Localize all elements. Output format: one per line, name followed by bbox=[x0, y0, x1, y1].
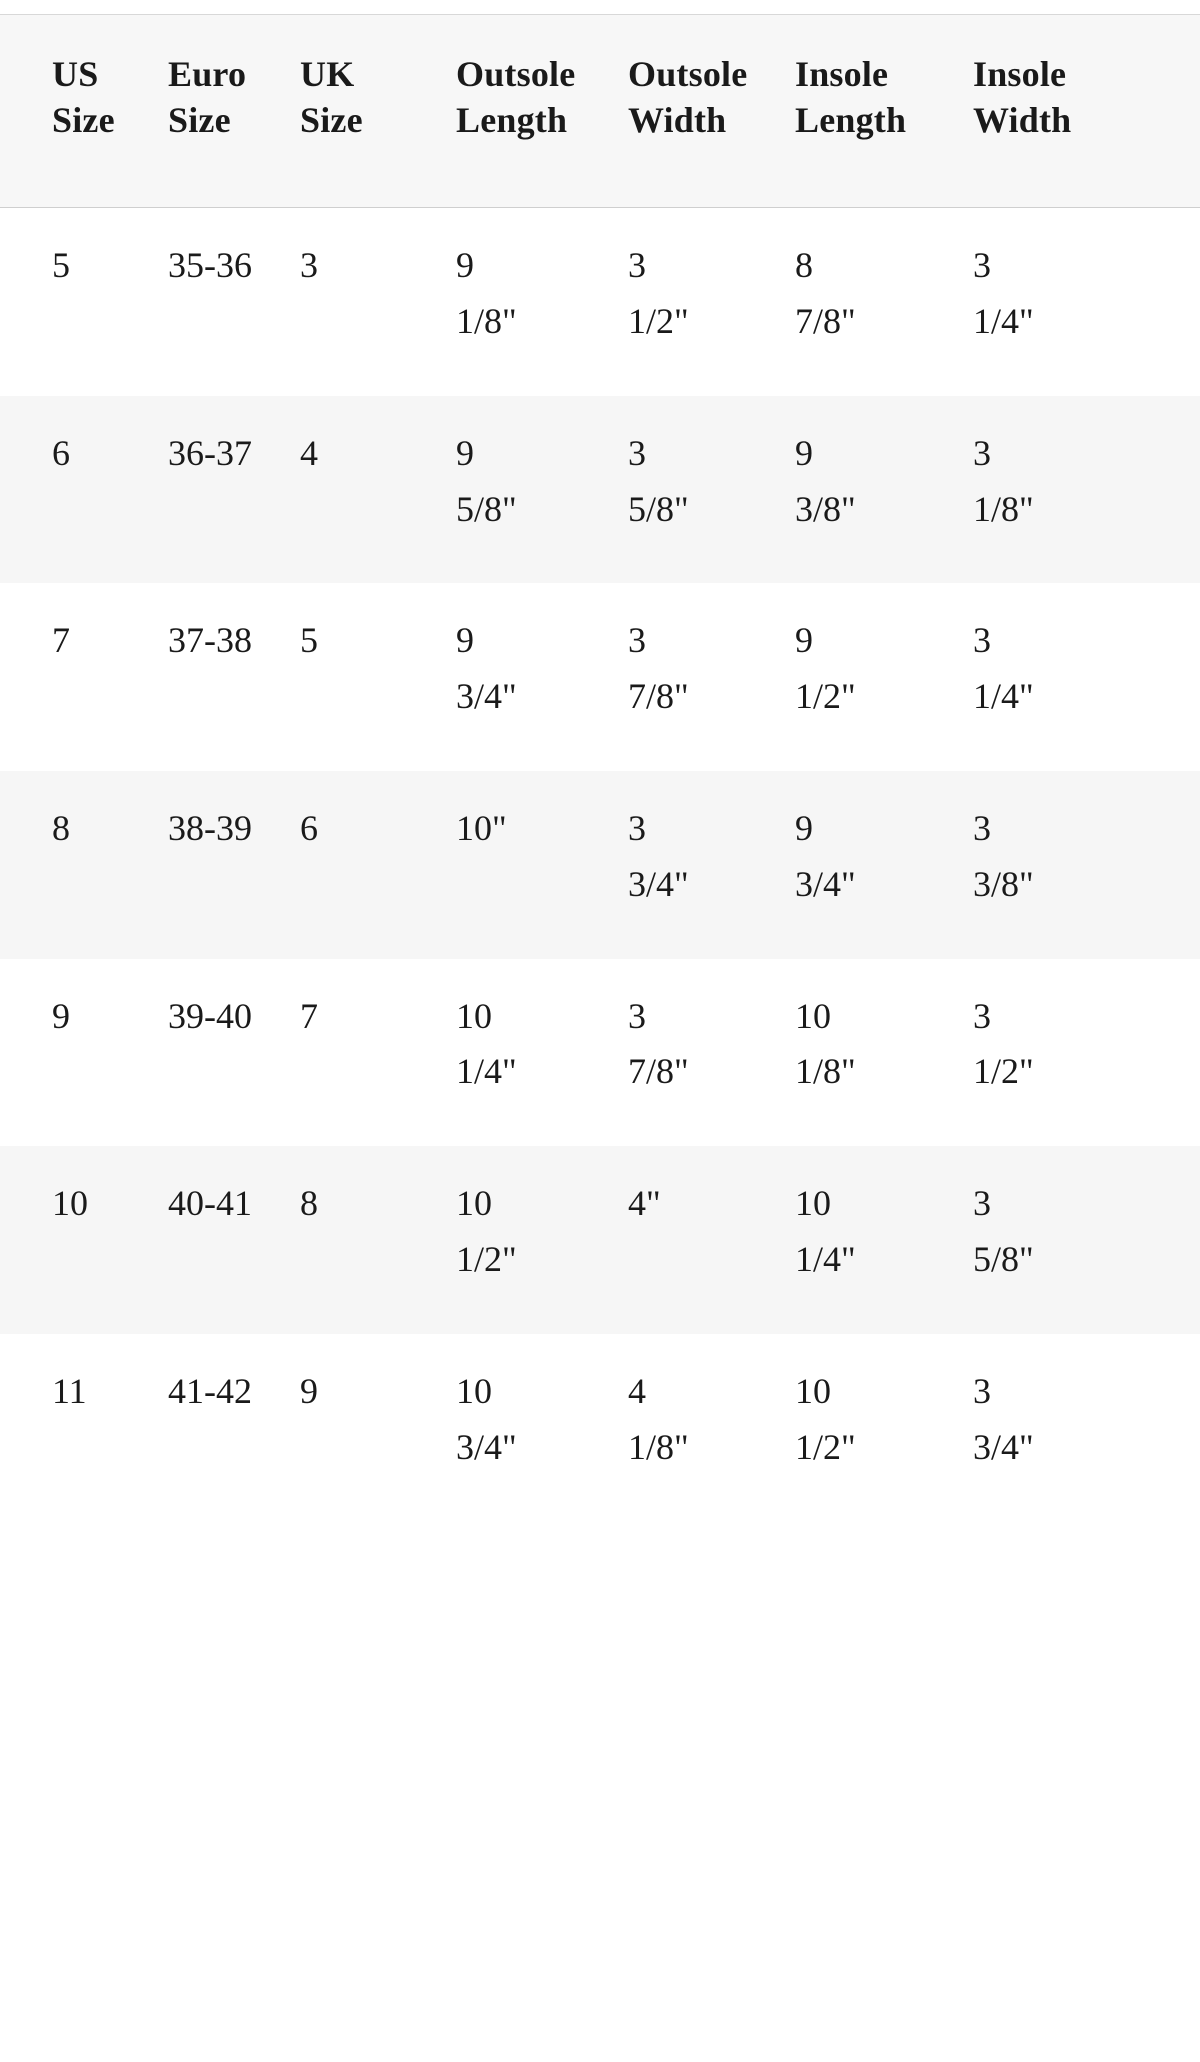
column-header-insole-width bbox=[973, 15, 1200, 208]
cell-text: 9 bbox=[52, 995, 70, 1036]
cell-uk-size bbox=[300, 1146, 456, 1334]
table-header bbox=[0, 15, 1200, 208]
cell-outsole-width bbox=[628, 959, 795, 1147]
cell-text: 3 1/2" bbox=[628, 245, 689, 341]
cell-text: 9 bbox=[300, 1370, 318, 1411]
column-header-insole-length bbox=[795, 15, 973, 208]
cell-insole-width bbox=[973, 1146, 1200, 1334]
cell-text: 9 3/4" bbox=[456, 620, 517, 717]
cell-outsole-length bbox=[456, 208, 628, 396]
cell-text: 7 bbox=[52, 620, 70, 661]
cell-euro-size bbox=[168, 1146, 300, 1334]
cell-text: 6 bbox=[52, 432, 70, 473]
cell-euro-size bbox=[168, 959, 300, 1147]
cell-text: 7 bbox=[300, 995, 318, 1036]
cell-outsole-width bbox=[628, 1334, 795, 1522]
cell-text: 3 7/8" bbox=[628, 620, 689, 717]
table-header-row bbox=[0, 15, 1200, 208]
shoe-size-chart-table bbox=[0, 15, 1200, 1521]
cell-outsole-width bbox=[628, 1146, 795, 1334]
cell-insole-length bbox=[795, 1146, 973, 1334]
table-row bbox=[0, 771, 1200, 959]
cell-outsole-length bbox=[456, 583, 628, 771]
cell-uk-size bbox=[300, 959, 456, 1147]
cell-insole-length bbox=[795, 396, 973, 584]
table-row bbox=[0, 208, 1200, 396]
table-row bbox=[0, 1334, 1200, 1522]
cell-uk-size bbox=[300, 208, 456, 396]
cell-euro-size bbox=[168, 583, 300, 771]
cell-text: 9 5/8" bbox=[456, 432, 517, 529]
cell-outsole-width bbox=[628, 396, 795, 584]
cell-us-size bbox=[0, 771, 168, 959]
cell-outsole-width bbox=[628, 583, 795, 771]
cell-us-size bbox=[0, 1334, 168, 1522]
cell-text: 11 bbox=[52, 1370, 87, 1411]
column-header-outsole-width bbox=[628, 15, 795, 208]
cell-text: 40-41 bbox=[168, 1183, 252, 1224]
cell-outsole-width bbox=[628, 208, 795, 396]
cell-text: 5 bbox=[52, 245, 70, 286]
cell-text: 3 3/4" bbox=[628, 807, 689, 904]
cell-text: 10 1/2" bbox=[795, 1370, 856, 1467]
cell-text: 8 bbox=[300, 1183, 318, 1224]
cell-insole-length bbox=[795, 583, 973, 771]
cell-text: 10 1/8" bbox=[795, 995, 856, 1092]
table-row bbox=[0, 583, 1200, 771]
cell-outsole-length bbox=[456, 1334, 628, 1522]
column-header-outsole-length bbox=[456, 15, 628, 208]
cell-us-size bbox=[0, 959, 168, 1147]
cell-insole-length bbox=[795, 959, 973, 1147]
cell-uk-size bbox=[300, 1334, 456, 1522]
cell-text: 10 1/4" bbox=[795, 1183, 856, 1279]
cell-text: 9 1/2" bbox=[795, 620, 856, 717]
cell-outsole-length bbox=[456, 959, 628, 1147]
cell-insole-width bbox=[973, 1334, 1200, 1522]
cell-uk-size bbox=[300, 396, 456, 584]
cell-text: 10" bbox=[456, 807, 507, 848]
table-body bbox=[0, 208, 1200, 1522]
cell-text: 4 bbox=[300, 432, 318, 473]
cell-uk-size bbox=[300, 583, 456, 771]
cell-euro-size bbox=[168, 1334, 300, 1522]
column-header-label: Euro Size bbox=[168, 54, 247, 141]
cell-text: 37-38 bbox=[168, 620, 252, 661]
cell-insole-width bbox=[973, 771, 1200, 959]
cell-insole-width bbox=[973, 208, 1200, 396]
column-header-us-size bbox=[0, 15, 168, 208]
table-row bbox=[0, 396, 1200, 584]
cell-text: 3 1/4" bbox=[973, 620, 1034, 717]
cell-text: 3 3/8" bbox=[973, 807, 1034, 904]
cell-text: 4 1/8" bbox=[628, 1370, 689, 1467]
cell-text: 10 3/4" bbox=[456, 1370, 517, 1467]
cell-us-size bbox=[0, 396, 168, 584]
cell-us-size bbox=[0, 208, 168, 396]
column-header-label: Insole Width bbox=[973, 54, 1072, 141]
cell-text: 3 3/4" bbox=[973, 1370, 1034, 1467]
cell-text: 9 3/4" bbox=[795, 807, 856, 904]
cell-text: 4" bbox=[628, 1183, 661, 1224]
cell-uk-size bbox=[300, 771, 456, 959]
cell-text: 39-40 bbox=[168, 995, 252, 1036]
cell-us-size bbox=[0, 1146, 168, 1334]
cell-insole-length bbox=[795, 1334, 973, 1522]
cell-text: 6 bbox=[300, 807, 318, 848]
column-header-label: Outsole Width bbox=[628, 54, 748, 141]
cell-text: 36-37 bbox=[168, 432, 252, 473]
cell-outsole-length bbox=[456, 396, 628, 584]
cell-text: 10 bbox=[52, 1183, 88, 1224]
cell-euro-size bbox=[168, 396, 300, 584]
column-header-label: Outsole Length bbox=[456, 54, 576, 141]
cell-text: 10 1/4" bbox=[456, 995, 517, 1092]
cell-euro-size bbox=[168, 771, 300, 959]
cell-insole-width bbox=[973, 396, 1200, 584]
cell-text: 3 1/2" bbox=[973, 995, 1034, 1092]
table-row bbox=[0, 959, 1200, 1147]
cell-text: 9 3/8" bbox=[795, 432, 856, 529]
cell-insole-length bbox=[795, 771, 973, 959]
column-header-label: UK Size bbox=[300, 54, 363, 141]
cell-text: 38-39 bbox=[168, 807, 252, 848]
column-header-label: US Size bbox=[52, 54, 115, 141]
cell-outsole-width bbox=[628, 771, 795, 959]
cell-euro-size bbox=[168, 208, 300, 396]
cell-text: 3 5/8" bbox=[628, 432, 689, 529]
cell-text: 5 bbox=[300, 620, 318, 661]
column-header-euro-size bbox=[168, 15, 300, 208]
cell-text: 35-36 bbox=[168, 245, 252, 286]
cell-text: 8 bbox=[52, 807, 70, 848]
cell-text: 8 7/8" bbox=[795, 245, 856, 341]
cell-text: 3 1/4" bbox=[973, 245, 1034, 341]
cell-text: 10 1/2" bbox=[456, 1183, 517, 1279]
cell-text: 3 5/8" bbox=[973, 1183, 1034, 1279]
column-header-label: Insole Length bbox=[795, 54, 907, 141]
column-header-uk-size bbox=[300, 15, 456, 208]
cell-outsole-length bbox=[456, 1146, 628, 1334]
cell-outsole-length bbox=[456, 771, 628, 959]
cell-text: 9 1/8" bbox=[456, 245, 517, 341]
table-row bbox=[0, 1146, 1200, 1334]
cell-insole-width bbox=[973, 959, 1200, 1147]
cell-insole-length bbox=[795, 208, 973, 396]
cell-text: 3 7/8" bbox=[628, 995, 689, 1092]
cell-text: 3 1/8" bbox=[973, 432, 1034, 529]
cell-text: 3 bbox=[300, 245, 318, 286]
cell-us-size bbox=[0, 583, 168, 771]
cell-insole-width bbox=[973, 583, 1200, 771]
cell-text: 41-42 bbox=[168, 1370, 252, 1411]
